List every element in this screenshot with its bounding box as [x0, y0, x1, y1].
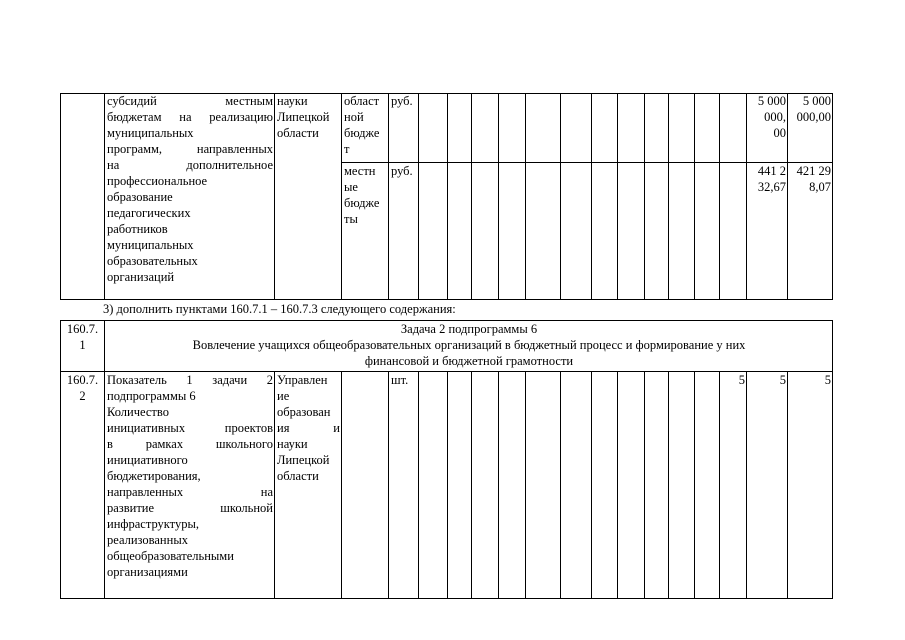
description-line: организаций	[107, 270, 175, 284]
executor-line: Липецкой	[277, 453, 330, 467]
description-line: на дополнительное	[107, 158, 273, 172]
value-line: 8,07	[809, 180, 831, 194]
description-line: образовательных	[107, 254, 198, 268]
executor-line: науки	[277, 437, 308, 451]
source-line: местн	[344, 164, 376, 178]
value-cell	[746, 163, 788, 195]
executor	[275, 93, 342, 141]
value-line: 32,67	[757, 180, 786, 194]
indicator-executor	[275, 372, 342, 484]
source-line: ты	[344, 212, 358, 226]
executor-line: Управлен	[277, 373, 328, 387]
description-line: инфраструктуры,	[107, 517, 200, 531]
title-line: Вовлечение учащихся общеобразовательных организаций в бюджетный процесс и формирование у них	[192, 338, 746, 352]
description-line: направленных на	[107, 485, 273, 499]
value-line: 441 2	[757, 164, 786, 178]
number-line: 160.7.	[66, 322, 99, 336]
task-number	[60, 321, 105, 353]
value-line: 00	[773, 126, 786, 140]
description-line: муниципальных	[107, 126, 194, 140]
description-line: образование	[107, 190, 173, 204]
value-line: 000,00	[796, 110, 831, 124]
source-line: бюдже	[344, 126, 380, 140]
description-line: реализованных	[107, 533, 188, 547]
description-line: бюджетирования,	[107, 469, 201, 483]
description-line: программ, направленных	[107, 142, 273, 156]
description-line: профессиональное	[107, 174, 208, 188]
source-line: ной	[344, 110, 364, 124]
indicator-value: 5	[824, 373, 831, 387]
executor-line: ие	[277, 389, 290, 403]
executor-line: Липецкой	[277, 110, 330, 124]
executor-line: науки	[277, 94, 308, 108]
unit: руб.	[391, 94, 413, 108]
source-line: бюдже	[344, 196, 380, 210]
description-line: инициативных проектов	[107, 421, 273, 435]
indicator-number	[60, 372, 105, 404]
executor-line: области	[277, 469, 319, 483]
executor-line: образован	[277, 405, 331, 419]
source-line: т	[344, 142, 350, 156]
value-cell	[787, 163, 833, 195]
program-description	[105, 93, 275, 285]
indicator-unit: шт.	[391, 373, 409, 387]
description-line: Количество	[107, 405, 169, 419]
description-line: подпрограммы 6	[107, 389, 196, 403]
value-cell	[746, 93, 788, 141]
value-line: 5 000	[802, 94, 831, 108]
description-line: бюджетам на реализацию	[107, 110, 273, 124]
executor-line: ия и	[277, 421, 340, 435]
funding-source-regional	[342, 93, 389, 157]
number-line: 160.7.	[66, 373, 99, 387]
amendment-intro: 3) дополнить пунктами 160.7.1 – 160.7.3 следующего содержания:	[103, 302, 456, 316]
task-title	[105, 321, 833, 369]
description-line: общеобразовательными	[107, 549, 234, 563]
description-line: педагогических	[107, 206, 191, 220]
description-line: Показатель 1 задачи 2	[107, 373, 273, 387]
source-line: област	[344, 94, 380, 108]
indicator-value: 5	[779, 373, 786, 387]
value-line: 5 000	[757, 94, 786, 108]
title-line: финансовой и бюджетной грамотности	[364, 354, 574, 368]
indicator-description	[105, 372, 275, 580]
description-line: инициативного	[107, 453, 188, 467]
value-line: 421 29	[796, 164, 831, 178]
number-line: 2	[79, 389, 86, 403]
number-line: 1	[79, 338, 86, 352]
source-line: ые	[344, 180, 358, 194]
description-line: развитие школьной	[107, 501, 273, 515]
description-line: организациями	[107, 565, 188, 579]
description-line: в рамках школьного	[107, 437, 273, 451]
funding-source-municipal	[342, 163, 389, 227]
executor-line: области	[277, 126, 319, 140]
description-line: субсидий местным	[107, 94, 273, 108]
description-line: работников	[107, 222, 168, 236]
indicator-value: 5	[738, 373, 745, 387]
value-line: 000,	[764, 110, 786, 124]
title-line: Задача 2 подпрограммы 6	[400, 322, 538, 336]
unit: руб.	[391, 164, 413, 178]
description-line: муниципальных	[107, 238, 194, 252]
value-cell	[787, 93, 833, 125]
